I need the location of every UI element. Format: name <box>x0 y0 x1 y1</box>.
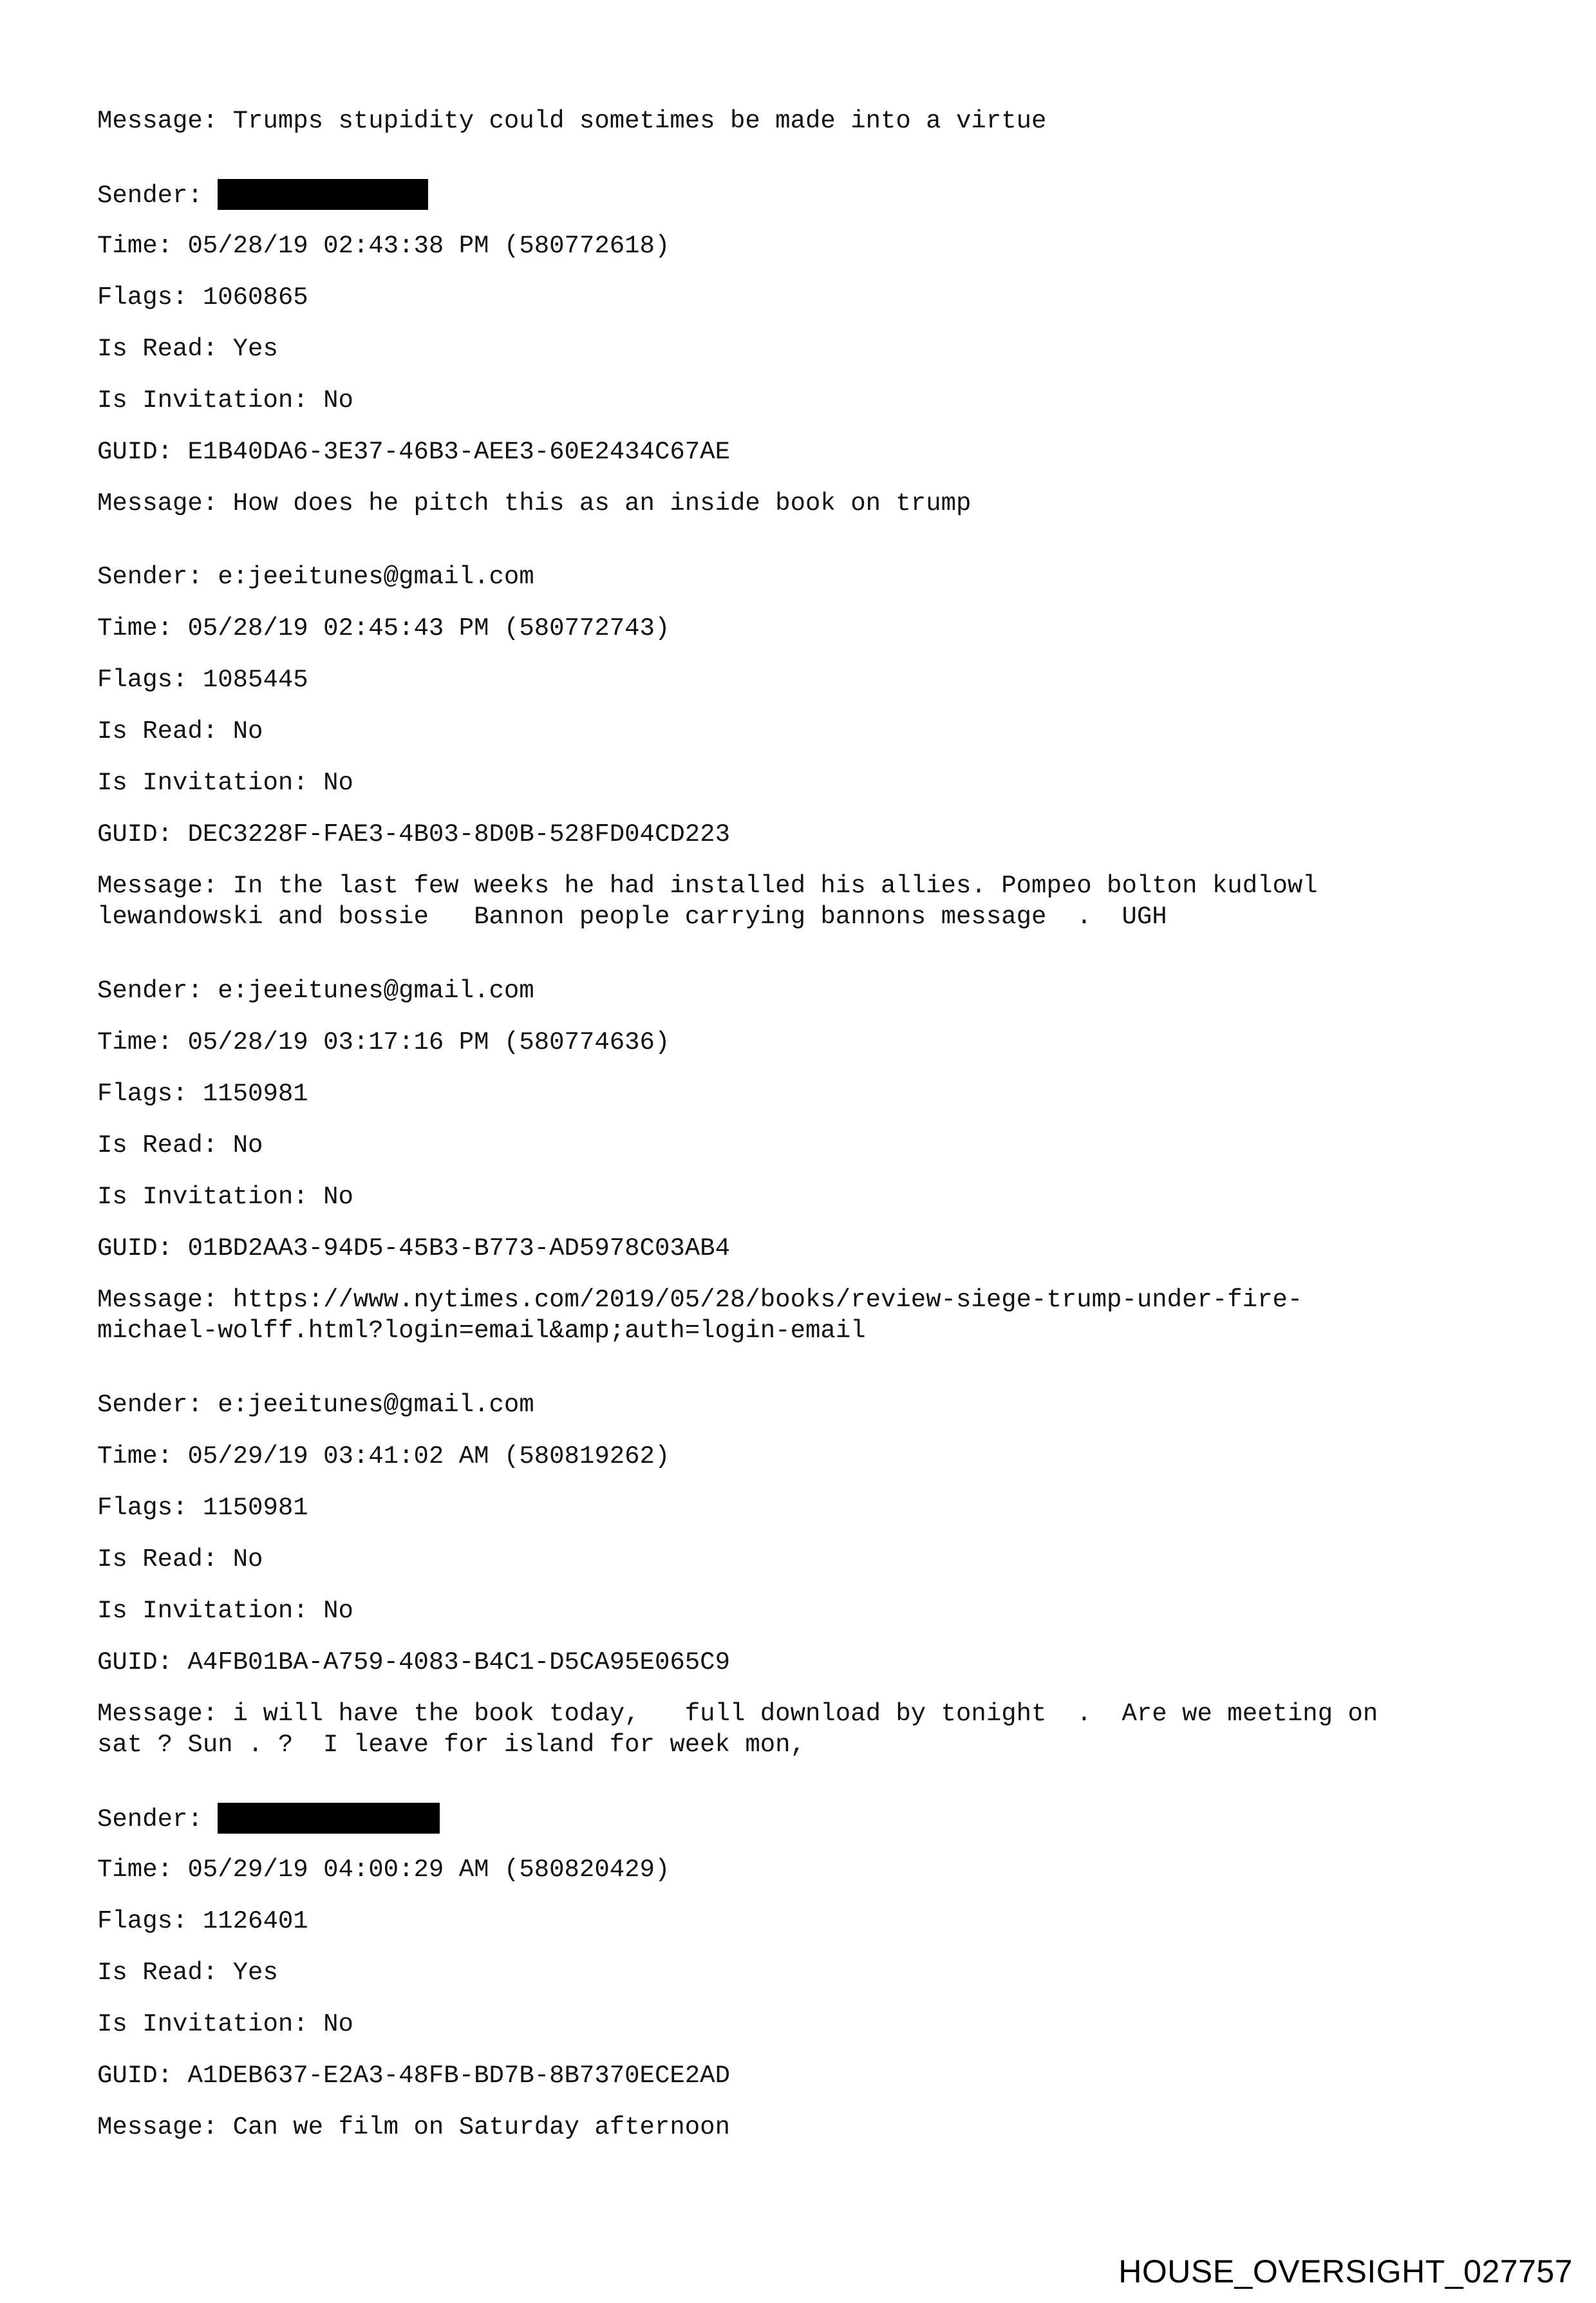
time-value: 05/29/19 03:41:02 AM (580819262) <box>187 1442 670 1471</box>
entry-4-guid <box>97 1647 730 1678</box>
entry-4-flags <box>97 1492 308 1523</box>
time-value: 05/28/19 02:45:43 PM (580772743) <box>187 614 670 643</box>
entry-5-message <box>97 2112 730 2143</box>
message-link: michael-wolff.html?login=email&amp;auth=login-email <box>97 1317 866 1345</box>
sender-value: e:jeeitunes@gmail.com <box>218 977 534 1005</box>
entry-4-message-continued <box>97 1729 805 1760</box>
is-read-value: No <box>232 717 263 746</box>
guid-label: GUID: <box>97 438 188 466</box>
time-value: 05/28/19 03:17:16 PM (580774636) <box>187 1028 670 1057</box>
entry-2-message-continued <box>97 901 1167 932</box>
entry-5-guid <box>97 2060 730 2091</box>
redaction-block <box>218 179 428 210</box>
entry-1-message <box>97 488 971 519</box>
is-invitation-value: No <box>323 1183 353 1211</box>
time-value: 05/29/19 04:00:29 AM (580820429) <box>187 1856 670 1884</box>
entry-2-sender <box>97 561 534 592</box>
entry-1-is-invitation <box>97 385 353 416</box>
flags-label: Flags: <box>97 1494 203 1522</box>
is-read-label: Is Read: <box>97 717 233 746</box>
guid-value: A1DEB637-E2A3-48FB-BD7B-8B7370ECE2AD <box>187 2062 730 2090</box>
guid-value: 01BD2AA3-94D5-45B3-B773-AD5978C03AB4 <box>187 1234 730 1263</box>
entry-3-is-read <box>97 1130 263 1161</box>
flags-value: 1126401 <box>202 1907 308 1935</box>
time-label: Time: <box>97 1028 188 1057</box>
message-text: Can we film on Saturday afternoon <box>232 2113 730 2141</box>
flags-value: 1060865 <box>202 283 308 312</box>
is-invitation-value: No <box>323 769 353 797</box>
sender-label: Sender: <box>97 1391 218 1419</box>
is-read-value: Yes <box>232 335 278 363</box>
entry-3-guid <box>97 1233 730 1264</box>
bates-number: HOUSE_OVERSIGHT_027757 <box>1118 2253 1573 2289</box>
is-read-value: No <box>232 1545 263 1574</box>
sender-value: e:jeeitunes@gmail.com <box>218 563 534 591</box>
entry-2-time <box>97 613 670 644</box>
is-invitation-label: Is Invitation: <box>97 386 324 415</box>
guid-label: GUID: <box>97 2062 188 2090</box>
time-label: Time: <box>97 1442 188 1471</box>
time-label: Time: <box>97 1856 188 1884</box>
message-link: https://www.nytimes.com/2019/05/28/books/review-siege-trump-under-fire- <box>232 1286 1303 1314</box>
entry-5-flags <box>97 1906 308 1937</box>
entry-4-sender <box>97 1389 534 1420</box>
guid-label: GUID: <box>97 1234 188 1263</box>
is-read-label: Is Read: <box>97 1545 233 1574</box>
message-label: Message: <box>97 489 233 518</box>
message-text: lewandowski and bossie Bannon people carrying bannons message . UGH <box>97 903 1167 931</box>
is-invitation-label: Is Invitation: <box>97 2010 324 2038</box>
entry-3-message-continued <box>97 1315 866 1346</box>
message-label: Message: <box>97 872 233 900</box>
entry-4-time <box>97 1441 670 1472</box>
message-label: Message: <box>97 2113 233 2141</box>
entry-2-is-read <box>97 716 263 747</box>
flags-value: 1150981 <box>202 1494 308 1522</box>
entry-5-is-invitation <box>97 2009 353 2040</box>
sender-label: Sender: <box>97 977 218 1005</box>
is-read-value: No <box>232 1131 263 1160</box>
entry-3-sender <box>97 975 534 1006</box>
entry-1-sender <box>97 179 428 211</box>
guid-value: DEC3228F-FAE3-4B03-8D0B-528FD04CD223 <box>187 820 730 849</box>
sender-value: e:jeeitunes@gmail.com <box>218 1391 534 1419</box>
entry-1-time <box>97 230 670 261</box>
sender-label: Sender: <box>97 182 218 210</box>
is-read-value: Yes <box>232 1959 278 1987</box>
message-text: sat ? Sun . ? I leave for island for week mon, <box>97 1731 805 1759</box>
message-text: In the last few weeks he had installed his allies. Pompeo bolton kudlowl <box>232 872 1318 900</box>
time-value: 05/28/19 02:43:38 PM (580772618) <box>187 232 670 260</box>
entry-3-time <box>97 1027 670 1058</box>
flags-label: Flags: <box>97 1907 203 1935</box>
is-invitation-label: Is Invitation: <box>97 769 324 797</box>
entry-5-sender <box>97 1803 440 1835</box>
guid-label: GUID: <box>97 820 188 849</box>
message-label: Message: <box>97 1700 233 1728</box>
is-read-label: Is Read: <box>97 1131 233 1160</box>
entry-4-is-invitation <box>97 1595 353 1626</box>
message-text: How does he pitch this as an inside book on trump <box>232 489 972 518</box>
flags-value: 1085445 <box>202 666 308 694</box>
is-read-label: Is Read: <box>97 335 233 363</box>
flags-label: Flags: <box>97 283 203 312</box>
is-invitation-value: No <box>323 2010 353 2038</box>
entry-1-guid <box>97 437 730 467</box>
entry-5-is-read <box>97 1957 278 1988</box>
guid-value: E1B40DA6-3E37-46B3-AEE3-60E2434C67AE <box>187 438 730 466</box>
entry-4-message <box>97 1698 1378 1729</box>
sender-label: Sender: <box>97 1805 218 1834</box>
guid-value: A4FB01BA-A759-4083-B4C1-D5CA95E065C9 <box>187 1648 730 1677</box>
entry-4-is-read <box>97 1544 263 1575</box>
entry-3-flags <box>97 1078 308 1109</box>
flags-value: 1150981 <box>202 1080 308 1108</box>
entry-3-message <box>97 1284 1302 1315</box>
time-label: Time: <box>97 232 188 260</box>
message-text: i will have the book today, full download by tonight . Are we meeting on <box>232 1700 1378 1728</box>
is-invitation-value: No <box>323 386 353 415</box>
entry-2-flags <box>97 664 308 695</box>
message-label: Message: <box>97 1286 233 1314</box>
entry-5-time <box>97 1854 670 1885</box>
is-read-label: Is Read: <box>97 1959 233 1987</box>
sender-label: Sender: <box>97 563 218 591</box>
is-invitation-value: No <box>323 1597 353 1625</box>
entry-1-is-read <box>97 334 278 364</box>
entry-2-is-invitation <box>97 767 353 798</box>
time-label: Time: <box>97 614 188 643</box>
is-invitation-label: Is Invitation: <box>97 1183 324 1211</box>
intro-message-line <box>97 106 1046 136</box>
entry-3-is-invitation <box>97 1181 353 1212</box>
redaction-block <box>218 1803 440 1834</box>
entry-2-guid <box>97 819 730 850</box>
flags-label: Flags: <box>97 1080 203 1108</box>
is-invitation-label: Is Invitation: <box>97 1597 324 1625</box>
entry-2-message <box>97 870 1318 901</box>
intro-message-text: Trumps stupidity could sometimes be made into a virtue <box>232 107 1047 135</box>
guid-label: GUID: <box>97 1648 188 1677</box>
message-label: Message: <box>97 107 233 135</box>
entry-1-flags <box>97 282 308 313</box>
flags-label: Flags: <box>97 666 203 694</box>
